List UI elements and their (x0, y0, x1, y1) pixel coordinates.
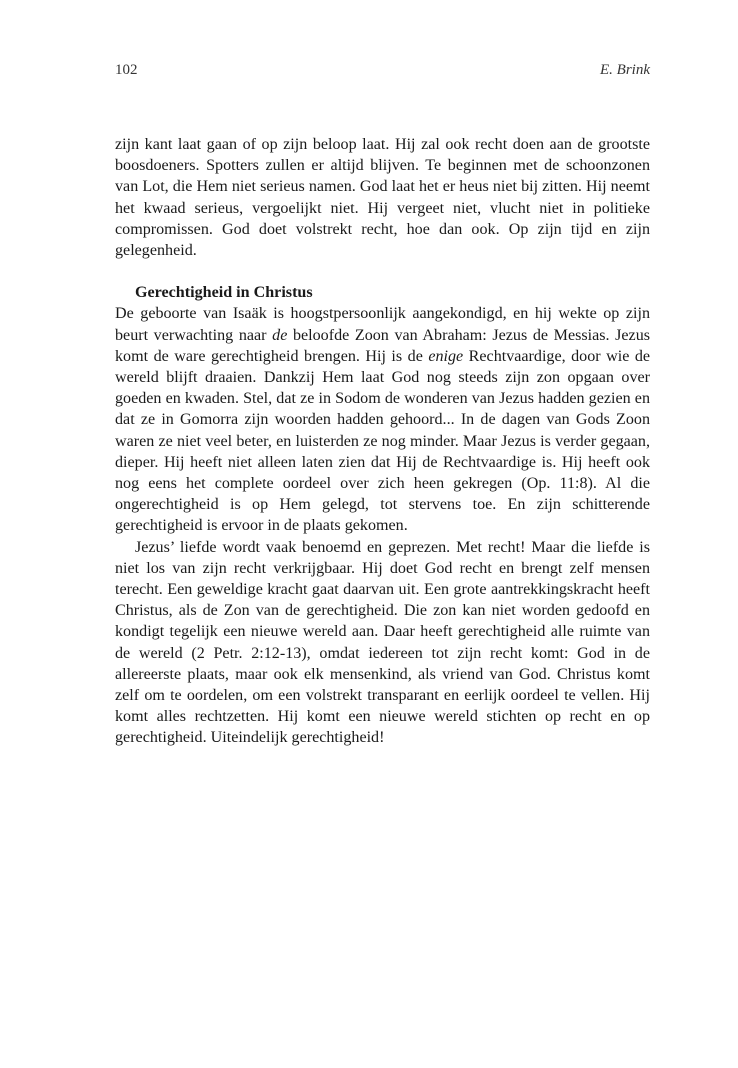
running-author: E. Brink (600, 62, 650, 78)
emphasis-enige: enige (428, 347, 464, 365)
paragraph-2 (115, 303, 650, 536)
running-header (115, 62, 650, 79)
emphasis-de: de (272, 326, 288, 344)
page-number: 102 (115, 62, 138, 78)
paragraph-2-part-3: Rechtvaardige, door wie de wereld blijft draaien. Dankzij Hem laat God nog steeds zijn zon opgaan over goeden en kwaden. Stel, dat ze in Sodom de wonderen van Jezus hadden gezien en dat ze in Gomorra zijn woorden hadden gehoord... In de dagen van Gods Zoon waren ze niet veel beter, en luisterden ze nog minder. Maar Jezus is verder gegaan, dieper. Hij heeft niet alleen laten zien dat Hij de Rechtvaardige is. Hij heeft ook nog eens het complete oordeel over zich heen gekregen (Op. 11:8). Al die ongerechtigheid is op Hem gelegd, tot stervens toe. En zijn schitterende gerechtigheid is ervoor in de plaats gekomen. (115, 347, 651, 535)
section-heading: Gerechtigheid in Christus (135, 284, 313, 302)
paragraph-1: zijn kant laat gaan of op zijn beloop laat. Hij zal ook recht doen aan de grootste boosdoeners. Spotters zullen er altijd blijven. Te beginnen met de schoonzonen van Lot, die Hem niet serieus namen. God laat het er heus niet bij zitten. Hij neemt het kwaad serieus, vergoelijkt niet. Hij vergeet niet, vlucht niet in politieke compromissen. God doet volstrekt recht, hoe dan ook. Op zijn tijd en zijn gelegenheid. (115, 136, 650, 260)
paragraph-2-part-2: beloofde Zoon van Abraham: Jezus de Messias. Jezus komt de ware gerechtigheid brengen. Hij is de (115, 326, 651, 365)
body-text (115, 134, 650, 749)
paragraph-3: Jezus’ liefde wordt vaak benoemd en geprezen. Met recht! Maar die liefde is niet los van zijn recht verkrijgbaar. Hij doet God recht en brengt zelf mensen terecht. Een geweldige kracht gaat daarvan uit. Een grote aantrekkingskracht heeft Christus, als de Zon van de gerechtigheid. Die zon kan niet worden gedoofd en kondigt tegelijk een nieuwe wereld aan. Daar heeft gerechtigheid alle ruimte van de wereld (2 Petr. 2:12-13), omdat iedereen tot zijn recht komt: God in de allereerste plaats, maar ook elk mensenkind, als vriend van God. Christus komt zelf om te oordelen, om een volstrekt transparant en eerlijk oordeel te vellen. Hij komt alles rechtzetten. Hij komt een nieuwe wereld stichten op recht en op gerechtigheid. Uiteindelijk gerechtigheid! (115, 538, 650, 747)
paragraph-2-part-1: De geboorte van Isaäk is hoogstpersoonlijk aangekondigd, en hij wekte op zijn beurt verwachting naar (115, 305, 650, 344)
